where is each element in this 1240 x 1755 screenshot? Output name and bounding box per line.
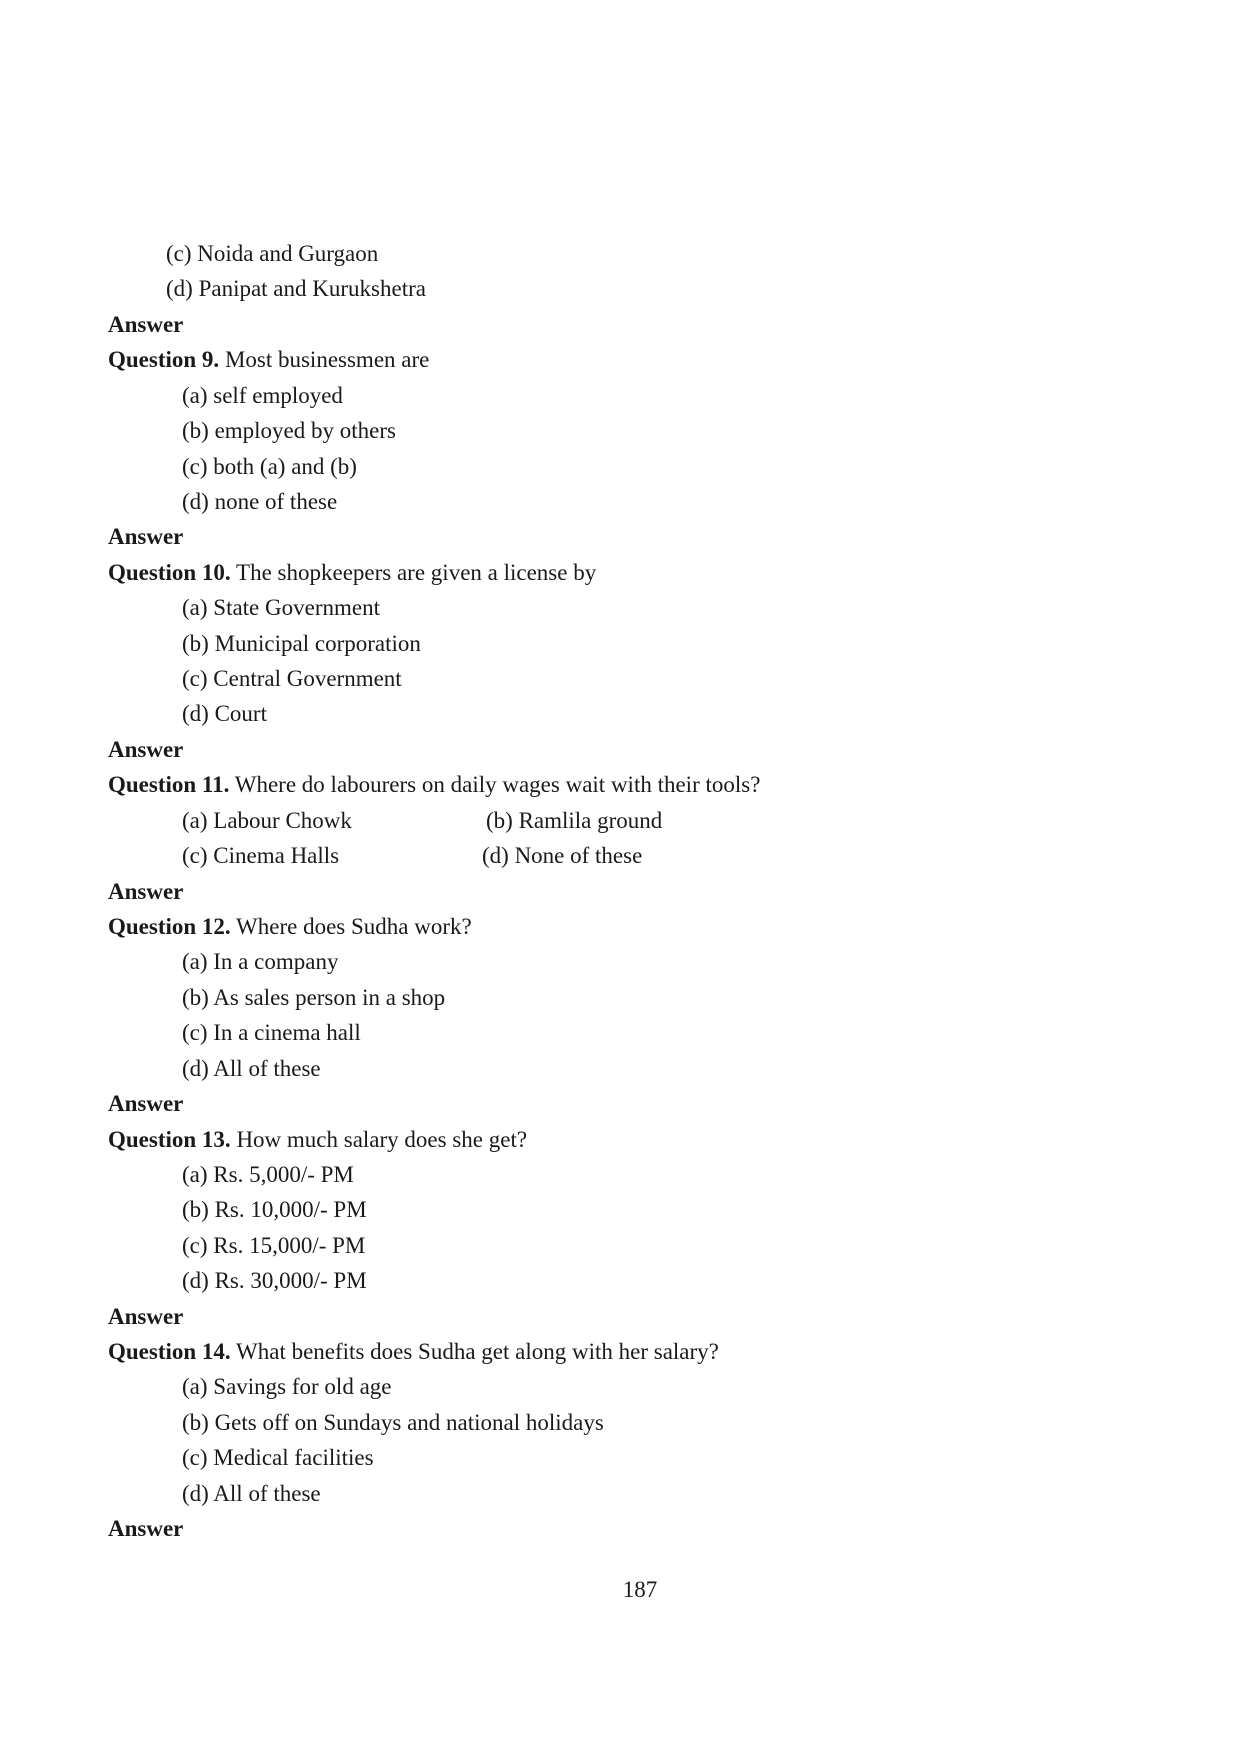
answer-label: Answer xyxy=(108,524,184,549)
option-c: (c) both (a) and (b) xyxy=(182,454,357,479)
option-a: (a) Labour Chowk xyxy=(182,808,352,833)
option-c: (c) Cinema Halls xyxy=(182,843,340,868)
question-text: Where do labourers on daily wages wait with their tools? xyxy=(234,772,761,797)
question-14 xyxy=(108,1338,719,1366)
answer-label: Answer xyxy=(108,1304,184,1329)
question-9 xyxy=(108,346,429,374)
option-b: (b) employed by others xyxy=(182,418,396,443)
question-number: Question 10. xyxy=(108,560,231,585)
option-b: (b) Ramlila ground xyxy=(486,808,663,833)
question-11 xyxy=(108,771,760,799)
page-number: 187 xyxy=(622,1577,658,1602)
option-b: (b) Gets off on Sundays and national holidays xyxy=(182,1410,604,1435)
question-number: Question 13. xyxy=(108,1127,231,1152)
question-13 xyxy=(108,1126,527,1154)
option-a: (a) Rs. 5,000/- PM xyxy=(182,1162,354,1187)
option-d: (d) All of these xyxy=(182,1056,321,1081)
question-number: Question 12. xyxy=(108,914,231,939)
option-d: (d) Rs. 30,000/- PM xyxy=(182,1268,367,1293)
question-number: Question 9. xyxy=(108,347,220,372)
option-d-prev: (d) Panipat and Kurukshetra xyxy=(166,276,426,301)
answer-label: Answer xyxy=(108,312,184,337)
answer-label: Answer xyxy=(108,737,184,762)
answer-label: Answer xyxy=(108,1516,184,1541)
option-d: (d) None of these xyxy=(482,843,643,868)
question-text: What benefits does Sudha get along with her salary? xyxy=(236,1339,719,1364)
option-b: (b) Municipal corporation xyxy=(182,631,421,656)
question-12 xyxy=(108,913,472,941)
option-a: (a) Savings for old age xyxy=(182,1374,392,1399)
question-number: Question 11. xyxy=(108,772,230,797)
question-text: Most businessmen are xyxy=(224,347,430,372)
option-d: (d) Court xyxy=(182,701,267,726)
option-d: (d) All of these xyxy=(182,1481,321,1506)
question-number: Question 14. xyxy=(108,1339,231,1364)
option-c: (c) In a cinema hall xyxy=(182,1020,361,1045)
option-c: (c) Rs. 15,000/- PM xyxy=(182,1233,366,1258)
option-b: (b) Rs. 10,000/- PM xyxy=(182,1197,367,1222)
option-d: (d) none of these xyxy=(182,489,338,514)
question-text: The shopkeepers are given a license by xyxy=(236,560,597,585)
answer-label: Answer xyxy=(108,1091,184,1116)
option-a: (a) In a company xyxy=(182,949,339,974)
option-c: (c) Central Government xyxy=(182,666,402,691)
option-b: (b) As sales person in a shop xyxy=(182,985,446,1010)
question-text: Where does Sudha work? xyxy=(236,914,472,939)
option-a: (a) self employed xyxy=(182,383,343,408)
option-a: (a) State Government xyxy=(182,595,380,620)
option-c-prev: (c) Noida and Gurgaon xyxy=(166,241,379,266)
answer-label: Answer xyxy=(108,879,184,904)
question-10 xyxy=(108,559,596,587)
option-c: (c) Medical facilities xyxy=(182,1445,374,1470)
question-text: How much salary does she get? xyxy=(236,1127,528,1152)
